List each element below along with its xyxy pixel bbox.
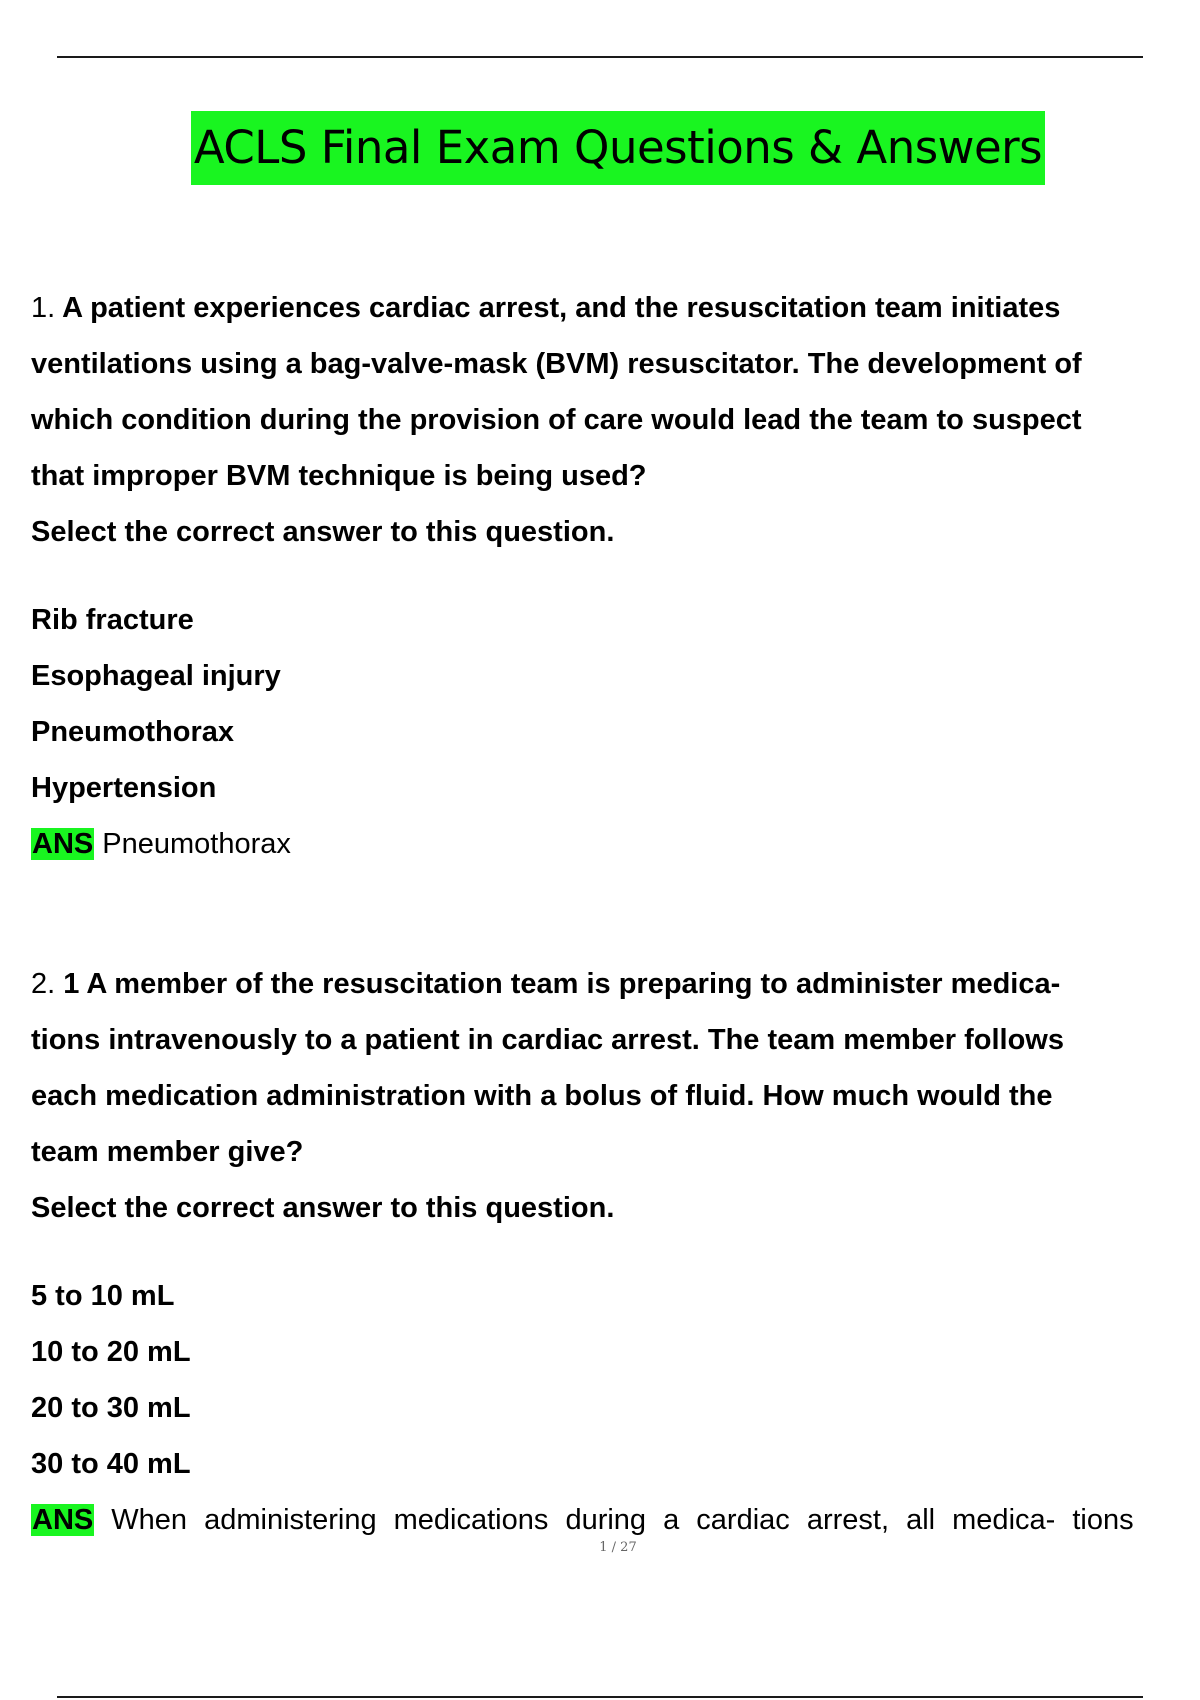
question-1-line-1 xyxy=(31,280,1199,336)
question-2-option: 10 to 20 mL xyxy=(31,1336,191,1368)
answer-badge: ANS xyxy=(32,1504,94,1536)
document-title: ACLS Final Exam Questions & Answers xyxy=(191,111,1045,185)
question-1 xyxy=(31,280,1199,872)
answer-badge: ANS xyxy=(32,828,94,860)
page-indicator: 1 / 27 xyxy=(599,1540,637,1555)
question-2-instruction: Select the correct answer to this question. xyxy=(31,1192,615,1224)
question-1-option: Pneumothorax xyxy=(31,716,235,748)
question-1-answer xyxy=(31,816,1199,872)
answer-text: When administering medications during a cardiac arrest, all medica- tions xyxy=(111,1504,1134,1536)
question-1-text-line: which condition during the provision of care would lead the team to suspect xyxy=(31,404,1082,436)
question-1-option: Rib fracture xyxy=(31,604,194,636)
answer-text: Pneumothorax xyxy=(102,828,291,860)
question-2-text-line: each medication administration with a bolus of fluid. How much would the xyxy=(31,1080,1053,1112)
bottom-rule xyxy=(57,1696,1143,1698)
title-container xyxy=(0,111,1200,185)
question-1-number: 1. xyxy=(31,292,56,324)
question-2-text-line: 1 A member of the resuscitation team is preparing to administer medica- xyxy=(63,968,1061,1000)
question-2-line-1 xyxy=(31,956,1199,1012)
question-2-option: 30 to 40 mL xyxy=(31,1448,191,1480)
top-rule xyxy=(57,56,1143,58)
question-2-text-line: tions intravenously to a patient in cardiac arrest. The team member follows xyxy=(31,1024,1064,1056)
question-1-text-line: A patient experiences cardiac arrest, and the resuscitation team initiates xyxy=(62,292,1061,324)
question-1-text-line: ventilations using a bag-valve-mask (BVM) resuscitator. The development of xyxy=(31,348,1082,380)
question-1-instruction: Select the correct answer to this question. xyxy=(31,516,615,548)
question-2-text-line: team member give? xyxy=(31,1136,304,1168)
question-1-option: Hypertension xyxy=(31,772,217,804)
question-1-text-line: that improper BVM technique is being used? xyxy=(31,460,647,492)
question-2-number: 2. xyxy=(31,968,56,1000)
question-1-option: Esophageal injury xyxy=(31,660,281,692)
document-body xyxy=(31,280,1199,1548)
question-2-option: 5 to 10 mL xyxy=(31,1280,175,1312)
question-2-option: 20 to 30 mL xyxy=(31,1392,191,1424)
question-2 xyxy=(31,956,1199,1548)
